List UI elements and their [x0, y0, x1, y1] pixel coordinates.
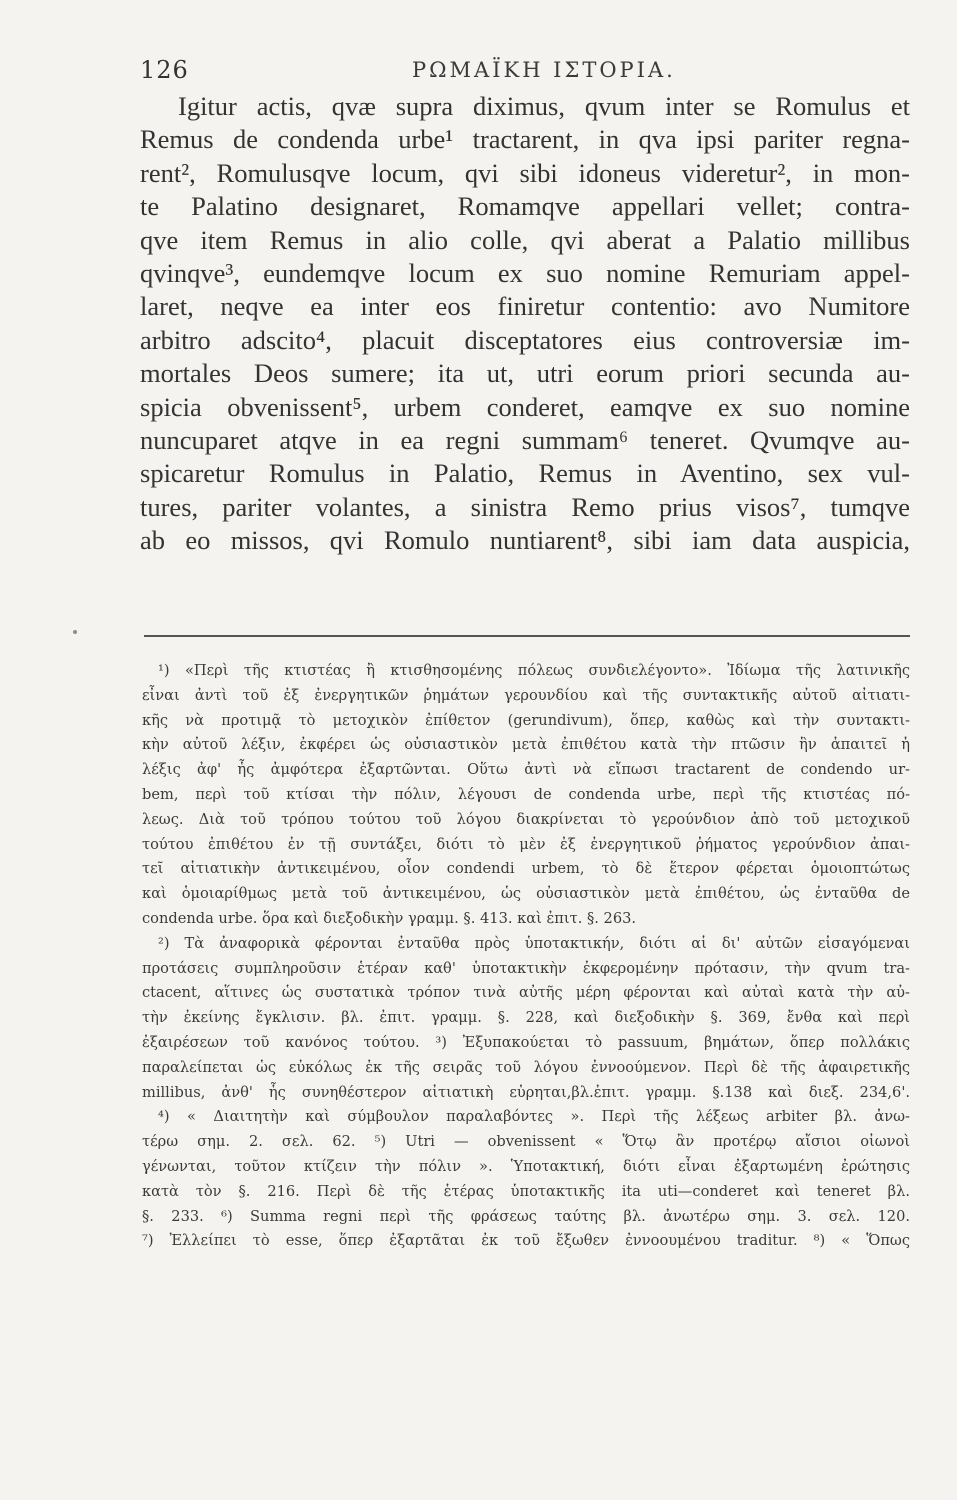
footnote-line: κὴν αὐτοῦ λέξιν, ἐκφέρει ὡς οὐσιαστικὸν μετὰ ἐπιθέτου κατὰ τὴν πτῶσιν ἣν ἀπαιτεῖ ἡ — [142, 736, 910, 754]
footnote-line: καὶ ὁμοιαρίθμως μετὰ τοῦ ἀντικειμένου, ὡς οὐσιαστικὸν μετὰ ἐπιθέτου, ὡς ἐνταῦθα de — [142, 885, 910, 903]
footnote-divider — [144, 635, 910, 637]
footnote-line: κατὰ τὸν §. 216. Περὶ δὲ τῆς ἑτέρας ὑποτακτικῆς ita uti—conderet καὶ teneret βλ. — [142, 1182, 910, 1200]
footnote-line: τέρω σημ. 2. σελ. 62. ⁵) Utri — obvenissent « Ὅτῳ ἂν προτέρῳ αἴσιοι οἰωνοὶ — [142, 1133, 910, 1151]
running-title: ΡΩΜΑΪΚΗ ΙΣΤΟΡΙΑ. — [412, 58, 676, 82]
text-line: qvinqve³, eundemqve locum ex suo nomine Remuriam appel- — [140, 257, 910, 288]
footnote-line: λέξις ἀφ' ἧς ἀμφότερα ἐξαρτῶνται. Οὕτω ἀντὶ νὰ εἴπωσι tractarent de condendo ur- — [142, 761, 910, 779]
text-line: laret, neqve ea inter eos finiretur contentio: avo Numitore — [140, 291, 910, 322]
text-line: ab eo missos, qvi Romulo nuntiarent⁸, sibi iam data auspicia, — [140, 525, 910, 556]
text-line: mortales Deos sumere; ita ut, utri eorum priori secunda au- — [140, 358, 910, 389]
text-line: te Palatino designaret, Romamqve appellari vellet; contra- — [140, 191, 910, 222]
footnote-line: ⁷) Ἐλλείπει τὸ esse, ὅπερ ἐξαρτᾶται ἐκ τοῦ ἔξωθεν ἐννοουμένου traditur. ⁸) « Ὅπως — [142, 1232, 910, 1250]
footnotes-block — [142, 659, 910, 1254]
page-number: 126 — [140, 56, 189, 84]
text-line: tures, pariter volantes, a sinistra Remo prius visos⁷, tumqve — [140, 491, 910, 522]
footnote-line: bem, περὶ τοῦ κτίσαι τὴν πόλιν, λέγουσι de condenda urbe, περὶ τῆς κτιστέας πό- — [142, 785, 910, 803]
footnote-line: ctacent, αἵτινες ὡς συστατικὰ τρόπον τινὰ αὐτῆς μέρη φέρονται καὶ αὐταὶ κατὰ τὴν αὐ- — [142, 984, 910, 1002]
footnote-line: κῆς νὰ προτιμᾷ τὸ μετοχικὸν ἐπίθετον (gerundivum), ὅπερ, καθὼς καὶ τὴν συντακτι- — [142, 711, 910, 729]
footnote-line: γένωνται, τοῦτον κτίζειν τὴν πόλιν ». Ὑποτακτική, διότι εἶναι ἐξαρτωμένη ἐρώτησις — [142, 1157, 910, 1175]
footnote-line: millibus, ἀνθ' ἧς συνηθέστερον αἰτιατικὴ εὑρηται,βλ.ἐπιτ. γραμμ. §.138 καὶ διεξ. 234,6'. — [142, 1083, 910, 1101]
footnote-line: εἶναι ἀντὶ τοῦ ἐξ ἐνεργητικῶν ῥημάτων γερουνδίου καὶ τῆς συντακτικῆς αὐτοῦ αἰτιατι- — [142, 686, 910, 704]
footnote-line: παραλείπεται ὡς εὐκόλως ἐκ τῆς σειρᾶς τοῦ λόγου ἐννοούμενον. Περὶ δὲ τῆς ἀφαιρετικῆς — [142, 1058, 910, 1076]
text-line: Igitur actis, qvæ supra diximus, qvum inter se Romulus et — [178, 91, 910, 121]
footnote-line: ἐξαιρέσεων τοῦ κανόνος τούτου. ³) Ἐξυπακούεται τὸ passuum, βημάτων, ὅπερ πολλάκις — [142, 1033, 910, 1051]
footnote-line: §. 233. ⁶) Summa regni περὶ τῆς φράσεως ταύτης βλ. ἀνωτέρω σημ. 3. σελ. 120. — [142, 1207, 910, 1225]
footnote-line: προτάσεις συμπληροῦσιν ἑτέραν καθ' ὑποτακτικὴν ἐκφερομένην πρότασιν, τὴν qvum tra- — [142, 959, 910, 977]
footnote-line: τεῖ αἰτιατικὴν ἀντικειμένου, οἷον condendi urbem, τὸ δὲ ἕτερον φέρεται ὁμοιοπτώτως — [142, 860, 910, 878]
text-line: nuncuparet atqve in ea regni summam⁶ teneret. Qvumqve au- — [140, 424, 910, 455]
text-line: arbitro adscito⁴, placuit disceptatores eius controversiæ im- — [140, 324, 910, 355]
text-line: rent², Romulusqve locum, qvi sibi idoneus videretur², in mon- — [140, 157, 910, 188]
text-line: qve item Remus in alio colle, qvi aberat a Palatio millibus — [140, 224, 910, 255]
main-latin-text — [140, 90, 910, 557]
scan-speck — [73, 630, 77, 634]
footnote-line: ¹) «Περὶ τῆς κτιστέας ἢ κτισθησομένης πόλεως συνδιελέγοντο». Ἰδίωμα τῆς λατινικῆς — [158, 662, 910, 679]
footnote-line: λεως. Διὰ τοῦ τρόπου τούτου τοῦ λόγου διακρίνεται τὸ γερούνδιον ἀπὸ τοῦ μετοχικοῦ — [142, 810, 910, 828]
footnote-line: τούτου ἐπιθέτου ἐν τῇ συντάξει, διότι τὸ μὲν ἐξ ἐνεργητικοῦ ῥήματος γερούνδιον ἀπαι- — [142, 835, 910, 853]
text-line: spicaretur Romulus in Palatio, Remus in Aventino, sex vul- — [140, 458, 910, 489]
page-header — [140, 56, 910, 90]
footnote-line: τὴν ἐκείνης ἔγκλισιν. βλ. ἐπιτ. γραμμ. §. 228, καὶ διεξοδικὴν §. 369, ἔνθα καὶ περὶ — [142, 1009, 910, 1027]
footnote-line: ⁴) « Διαιτητὴν καὶ σύμβουλον παραλαβόντες ». Περὶ τῆς λέξεως arbiter βλ. ἀνω- — [158, 1108, 910, 1126]
footnote-line: condenda urbe. ὅρα καὶ διεξοδικὴν γραμμ. §. 413. καὶ ἐπιτ. §. 263. — [142, 909, 637, 927]
text-line: spicia obvenissent⁵, urbem conderet, eamqve ex suo nomine — [140, 391, 910, 422]
text-line: Remus de condenda urbe¹ tractarent, in qva ipsi pariter regna- — [140, 124, 910, 155]
footnote-line: ²) Τὰ ἀναφορικὰ φέρονται ἐνταῦθα πρὸς ὑποτακτικήν, διότι αἱ δι' αὐτῶν εἰσαγόμεναι — [158, 934, 910, 952]
